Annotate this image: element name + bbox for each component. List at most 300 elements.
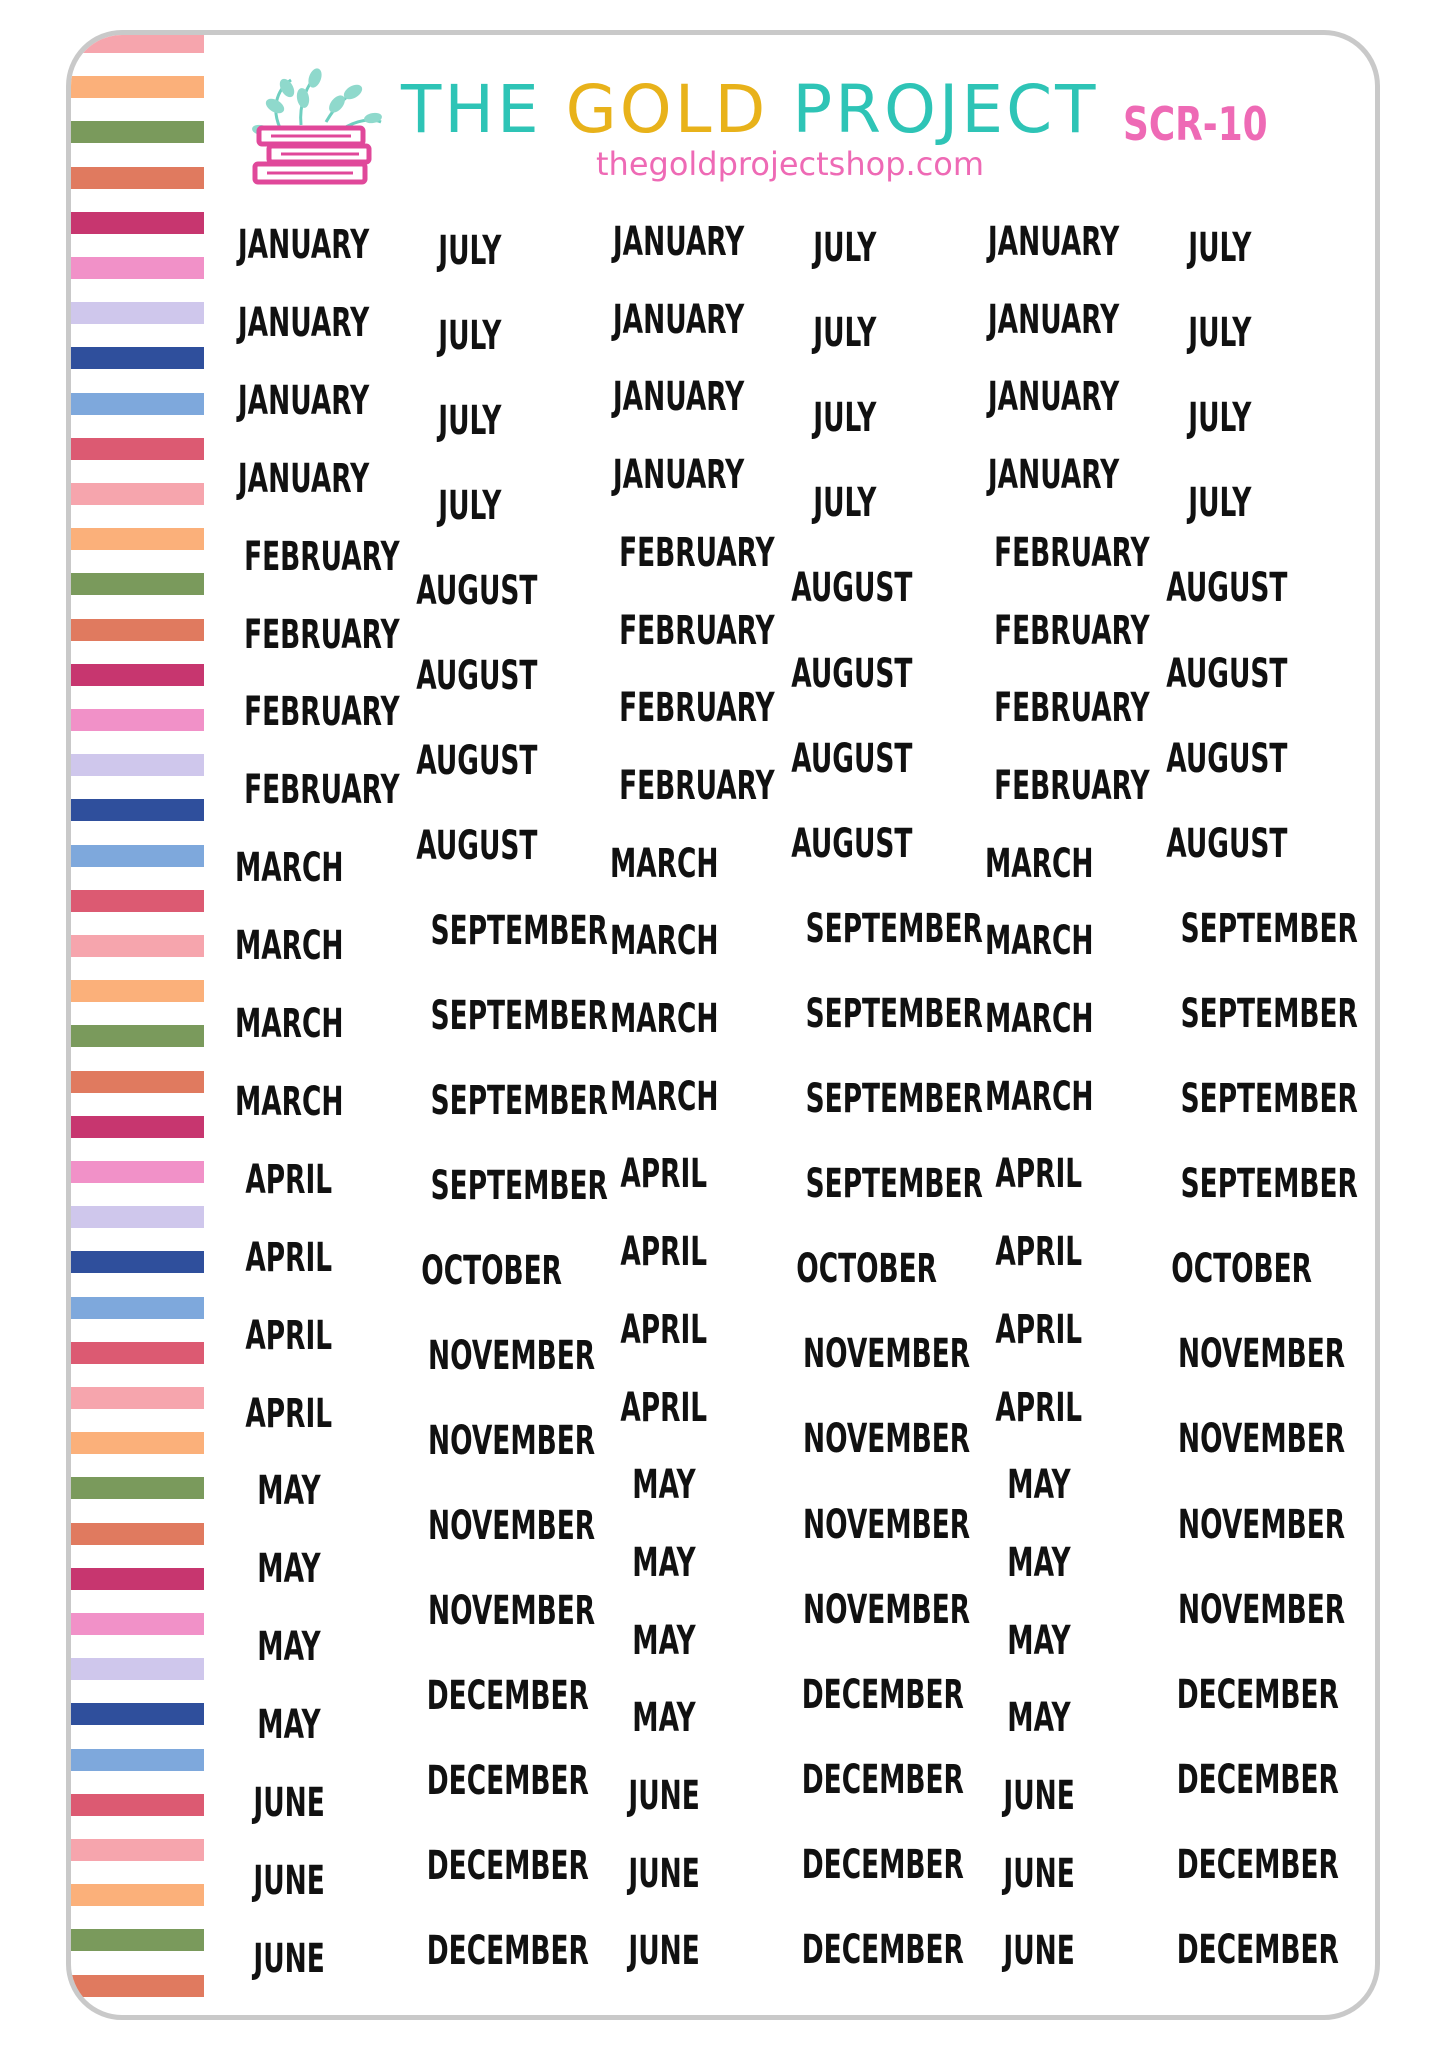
month-label: JUNE [628,1928,700,1975]
color-stripe [71,1116,204,1138]
month-label: FEBRUARY [994,529,1150,576]
month-sticker [1135,479,1305,527]
month-label: NOVEMBER [1178,1416,1346,1463]
month-sticker [1135,905,1358,953]
color-stripe [71,1749,204,1771]
month-sticker [1135,564,1305,612]
month-label: DECEMBER [801,1841,964,1888]
month-sticker [204,299,374,347]
color-stripe [71,1975,204,1997]
month-label: MARCH [984,840,1094,887]
month-sticker [385,907,608,955]
month-sticker [579,1073,749,1121]
month-label: FEBRUARY [619,762,775,809]
brand-title [401,71,1099,148]
month-label: SEPTEMBER [1180,905,1358,952]
month-sticker [954,1150,1124,1198]
month-label: APRIL [995,1229,1083,1276]
month-sticker [1135,820,1305,868]
month-label: JULY [1188,310,1252,357]
month-label: JANUARY [237,455,370,502]
month-label: MARCH [234,845,344,892]
month-label: JULY [1188,395,1252,442]
color-stripe [71,347,204,369]
month-sticker [1135,1501,1346,1549]
month-sticker [760,1756,964,1804]
month-label: JUNE [253,1935,325,1982]
month-sticker [1135,309,1305,357]
month-label: DECEMBER [426,1843,589,1889]
book-stack-with-leaves-icon [241,60,391,190]
month-sticker [760,1415,971,1463]
color-stripe [71,1658,204,1680]
month-label: DECEMBER [801,1671,964,1718]
month-sticker [760,735,930,783]
month-sticker [760,650,930,698]
month-sticker [579,840,749,888]
month-label: MARCH [609,918,719,965]
month-label: AUGUST [416,823,538,869]
color-stripe [71,890,204,912]
color-stripe [71,1025,204,1047]
color-stripe [71,1432,204,1454]
sticker-sheet [66,30,1380,2020]
month-label: OCTOBER [1171,1246,1313,1293]
month-sticker [385,1927,589,1975]
month-label: MAY [632,1539,696,1586]
month-sticker [760,1245,938,1293]
month-label: JANUARY [612,374,745,421]
color-stripe [71,754,204,776]
month-label: AUGUST [791,565,913,612]
month-label: FEBRUARY [994,762,1150,809]
month-sticker [954,995,1124,1043]
month-label: JUNE [253,1857,325,1904]
month-sticker [760,1586,971,1634]
month-label: MAY [632,1617,696,1664]
month-sticker [204,533,400,581]
month-label: NOVEMBER [428,1503,596,1549]
month-sticker [579,1539,749,1587]
month-sticker [760,990,983,1038]
month-label: JULY [438,483,502,529]
month-label: FEBRUARY [619,607,775,654]
month-label: JUNE [628,1773,700,1819]
month-label: SEPTEMBER [430,1163,608,1209]
month-sticker [579,1772,749,1820]
month-label: FEBRUARY [619,529,775,576]
month-label: MARCH [984,1073,1094,1120]
month-label: JUNE [253,1780,325,1826]
month-sticker [204,611,400,659]
month-sticker [954,1772,1124,1820]
month-sticker [579,296,749,344]
month-label: AUGUST [416,738,538,784]
month-label: JULY [1188,225,1252,271]
month-sticker [385,1757,589,1805]
month-sticker [954,296,1124,344]
color-stripe [71,438,204,460]
color-stripe [71,799,204,821]
month-label: SEPTEMBER [430,908,608,954]
month-label: APRIL [245,1312,333,1359]
color-stripe [71,1613,204,1635]
month-label: SEPTEMBER [805,1076,983,1122]
month-label: JULY [813,225,877,271]
month-sticker [385,1162,608,1210]
month-sticker [385,1587,596,1635]
month-label: NOVEMBER [803,1416,971,1463]
month-sticker [760,1075,983,1123]
month-sticker [760,564,930,612]
month-label: JANUARY [987,296,1120,343]
color-stripe [71,1884,204,1906]
month-sticker [579,1927,749,1975]
month-sticker [204,221,374,269]
month-label: MAY [257,1546,321,1593]
month-sticker [204,1935,374,1983]
month-sticker [579,917,749,965]
month-label: JUNE [1003,1773,1075,1819]
color-stripe [71,1071,204,1093]
month-label: AUGUST [416,568,538,614]
brand-word-the: THE [401,71,542,148]
month-sticker [1135,1415,1346,1463]
month-sticker [760,1671,964,1719]
color-stripe [71,845,204,867]
color-stripe [71,1297,204,1319]
month-label: FEBRUARY [994,607,1150,654]
month-label: MARCH [609,996,719,1042]
month-label: AUGUST [791,735,913,782]
month-sticker [954,1073,1124,1121]
month-label: DECEMBER [1176,1927,1339,1973]
color-stripe [71,1703,204,1725]
month-label: NOVEMBER [1178,1586,1346,1633]
month-label: JULY [438,228,502,274]
month-label: JUNE [628,1850,700,1897]
month-sticker [1135,1245,1313,1293]
month-label: MAY [1007,1539,1071,1586]
month-label: DECEMBER [426,1758,589,1804]
month-sticker [204,766,400,814]
month-sticker [385,1332,596,1380]
month-label: MAY [632,1462,696,1509]
month-label: JANUARY [987,219,1120,265]
month-label: AUGUST [1166,650,1288,697]
month-sticker [954,1617,1124,1665]
month-label: FEBRUARY [244,611,400,658]
month-label: OCTOBER [421,1248,563,1294]
color-stripe [71,212,204,234]
month-label: FEBRUARY [619,685,775,732]
month-label: APRIL [995,1384,1083,1431]
month-label: JUNE [1003,1850,1075,1897]
color-stripe [71,302,204,324]
month-sticker [204,1312,374,1360]
color-stripe [71,619,204,641]
month-label: SEPTEMBER [430,1078,608,1124]
month-sticker [204,1234,374,1282]
color-stripe [71,528,204,550]
brand-word-project: PROJECT [792,71,1099,148]
month-sticker [954,1384,1124,1432]
month-label: APRIL [245,1234,333,1281]
color-stripe [71,573,204,595]
month-label: JULY [813,480,877,527]
month-sticker [579,684,775,732]
month-sticker [1135,1586,1346,1634]
month-label: APRIL [620,1151,708,1198]
month-sticker [579,607,775,655]
month-label: MARCH [609,1073,719,1120]
month-label: AUGUST [791,820,913,867]
month-sticker [385,1417,596,1465]
month-sticker [204,1000,374,1048]
color-stripe [71,1477,204,1499]
color-stripe [71,1161,204,1183]
month-label: MARCH [234,1078,344,1125]
month-label: MAY [257,1468,321,1515]
month-sticker [760,309,930,357]
month-sticker [579,1150,749,1198]
month-label: MARCH [984,996,1094,1042]
month-sticker [579,529,775,577]
month-sticker [579,1228,749,1276]
month-sticker [954,684,1150,732]
month-sticker [385,992,608,1040]
color-stripe [71,1251,204,1273]
month-sticker [954,1694,1124,1742]
month-label: MARCH [234,1001,344,1047]
month-sticker [204,377,374,425]
month-sticker [1135,394,1305,442]
month-label: APRIL [620,1229,708,1276]
month-label: JANUARY [612,452,745,499]
month-sticker [579,1461,749,1509]
month-sticker [385,1672,589,1720]
month-label: NOVEMBER [1178,1501,1346,1548]
month-sticker [760,1160,983,1208]
month-label: SEPTEMBER [1180,1161,1358,1208]
month-sticker [1135,1841,1339,1889]
month-sticker [385,227,555,275]
month-label: JUNE [1003,1928,1075,1975]
month-label: NOVEMBER [803,1501,971,1548]
month-sticker [1135,650,1305,698]
month-label: SEPTEMBER [805,905,983,952]
month-sticker [385,567,555,615]
color-stripe [71,1523,204,1545]
month-label: MAY [257,1702,321,1749]
color-stripe [71,1839,204,1861]
month-label: SEPTEMBER [1180,990,1358,1037]
color-stripe [71,709,204,731]
month-sticker [760,1501,971,1549]
month-label: MARCH [609,840,719,887]
month-sticker [1135,735,1305,783]
month-label: AUGUST [1166,565,1288,612]
month-sticker [954,1461,1124,1509]
color-stripe [71,980,204,1002]
month-sticker [760,1330,971,1378]
color-stripe [71,483,204,505]
month-sticker [1135,990,1358,1038]
month-sticker [579,218,749,266]
brand-word-gold: GOLD [565,71,769,148]
month-label: DECEMBER [801,1756,964,1803]
color-stripe [71,1568,204,1590]
color-stripe [71,257,204,279]
month-sticker [760,905,983,953]
color-stripe-sidebar [71,35,204,2015]
month-label: AUGUST [416,653,538,699]
month-label: NOVEMBER [1178,1331,1346,1378]
month-label: JANUARY [237,299,370,346]
month-sticker [579,1384,749,1432]
month-sticker [385,1502,596,1550]
month-label: JANUARY [612,296,745,343]
color-stripe [71,935,204,957]
month-label: SEPTEMBER [805,1161,983,1208]
month-sticker [760,1926,964,1974]
month-label: APRIL [995,1306,1083,1353]
month-label: APRIL [620,1384,708,1431]
month-sticker [954,373,1124,421]
month-sticker [1135,224,1305,272]
month-label: JULY [1188,480,1252,527]
month-label: APRIL [995,1151,1083,1198]
product-code: SCR-10 [1123,97,1268,151]
month-label: MAY [632,1695,696,1742]
month-label: JANUARY [987,452,1120,499]
month-label: MARCH [234,923,344,970]
month-sticker [954,840,1124,888]
month-label: MAY [257,1624,321,1671]
month-sticker [954,529,1150,577]
month-label: DECEMBER [1176,1756,1339,1803]
month-label: APRIL [245,1390,333,1437]
month-sticker [760,1841,964,1889]
month-sticker [385,652,555,700]
month-label: FEBRUARY [244,767,400,814]
month-sticker [579,762,775,810]
month-sticker [954,218,1124,266]
month-label: MAY [1007,1617,1071,1664]
month-sticker [204,844,374,892]
month-sticker [385,397,555,445]
month-sticker [385,1077,608,1125]
month-sticker [1135,1330,1346,1378]
month-label: NOVEMBER [428,1333,596,1379]
month-sticker [579,995,749,1043]
month-label: DECEMBER [426,1928,589,1974]
month-sticker [204,1390,374,1438]
month-label: MAY [1007,1462,1071,1509]
month-label: SEPTEMBER [805,990,983,1037]
month-sticker [385,822,555,870]
month-sticker [760,394,930,442]
color-stripe [71,393,204,415]
website-url: thegoldprojectshop.com [596,145,985,183]
month-sticker [760,820,930,868]
month-sticker [385,737,555,785]
month-label: JULY [438,398,502,444]
color-stripe [71,1929,204,1951]
month-sticker [204,455,374,503]
month-sticker [204,1623,374,1671]
month-label: NOVEMBER [428,1588,596,1634]
month-sticker [1135,1160,1358,1208]
color-stripe [71,664,204,686]
month-label: JANUARY [987,374,1120,421]
month-sticker [579,1850,749,1898]
month-label: JULY [813,310,877,357]
month-sticker [385,1842,589,1890]
sheet-header [71,35,1375,215]
month-label: SEPTEMBER [430,993,608,1039]
month-label: APRIL [245,1156,333,1203]
month-label: DECEMBER [801,1927,964,1973]
month-label: NOVEMBER [428,1418,596,1464]
month-sticker [204,1779,374,1827]
color-stripe [71,1206,204,1228]
month-sticker [954,762,1150,810]
month-label: AUGUST [1166,735,1288,782]
month-sticker [1135,1756,1339,1804]
month-label: APRIL [620,1306,708,1353]
month-label: DECEMBER [1176,1671,1339,1718]
month-sticker [760,224,930,272]
month-label: NOVEMBER [803,1586,971,1633]
month-sticker [204,688,400,736]
month-sticker [579,1306,749,1354]
month-sticker [954,1539,1124,1587]
month-label: FEBRUARY [244,533,400,580]
month-label: DECEMBER [1176,1841,1339,1888]
month-label: MARCH [984,918,1094,965]
month-sticker [579,1694,749,1742]
month-label: DECEMBER [426,1673,589,1719]
month-sticker [385,1247,563,1295]
month-label: JANUARY [612,219,745,265]
color-stripe [71,1387,204,1409]
month-sticker [954,917,1124,965]
month-sticker [204,1467,374,1515]
month-label: AUGUST [1166,820,1288,867]
month-label: OCTOBER [796,1246,938,1293]
color-stripe [71,1794,204,1816]
month-sticker [1135,1075,1358,1123]
month-label: JANUARY [237,377,370,424]
month-sticker [954,1927,1124,1975]
month-sticker [579,1617,749,1665]
month-sticker [1135,1926,1339,1974]
month-label: JULY [813,395,877,442]
month-label: JANUARY [237,222,370,268]
month-label: NOVEMBER [803,1331,971,1378]
month-sticker [954,1306,1124,1354]
month-sticker [579,451,749,499]
month-sticker [954,1850,1124,1898]
month-sticker [579,373,749,421]
month-label: FEBRUARY [244,689,400,736]
month-sticker [204,1857,374,1905]
month-sticker [385,482,555,530]
month-sticker [954,607,1150,655]
month-label: SEPTEMBER [1180,1076,1358,1122]
month-sticker [204,1078,374,1126]
